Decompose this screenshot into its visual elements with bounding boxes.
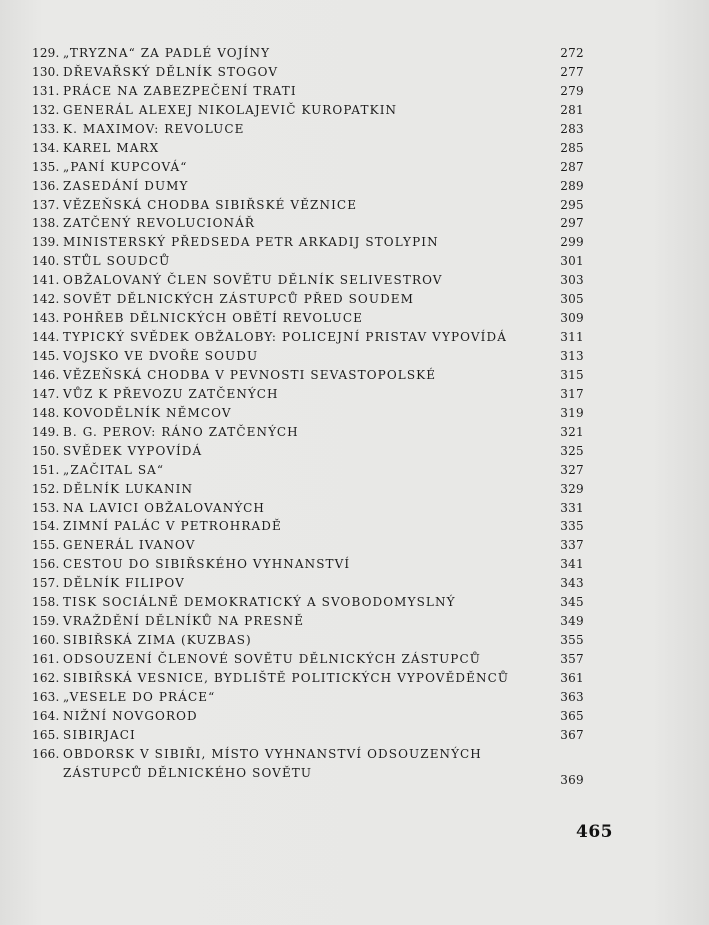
entry-page: 345	[560, 595, 584, 610]
entry-page: 365	[560, 708, 584, 723]
entry-page: 319	[560, 405, 584, 420]
entry-title: SIBIŘSKÁ ZIMA (KUZBAS)	[63, 633, 252, 648]
entry-number: 134.	[32, 140, 60, 155]
toc-entry	[32, 650, 592, 669]
entry-number: 135.	[32, 159, 60, 174]
entry-title: „VESELE DO PRÁCE“	[63, 689, 216, 704]
entry-page: 357	[560, 652, 584, 666]
entry-title: VĚZEŇSKÁ CHODBA SIBIŘSKÉ VĚZNICE	[63, 197, 358, 212]
entry-page: 311	[560, 330, 584, 345]
entry-page: 369	[560, 772, 584, 787]
entry-page: 363	[560, 689, 584, 704]
toc-entry	[32, 517, 592, 536]
toc-entry	[32, 499, 592, 518]
entry-number: 146.	[32, 367, 60, 382]
entry-page: 309	[560, 311, 584, 326]
entry-number: 141.	[32, 273, 60, 288]
toc-entry	[32, 214, 592, 233]
toc-entry	[32, 745, 592, 785]
toc-entry	[32, 536, 592, 555]
entry-title: TISK SOCIÁLNĚ DEMOKRATICKÝ A SVOBODOMYSLNÝ	[63, 595, 456, 610]
entry-page: 305	[560, 292, 584, 307]
entry-page: 337	[560, 538, 584, 553]
entry-number: 148.	[32, 405, 60, 420]
entry-title: NIŽNÍ NOVGOROD	[63, 708, 198, 723]
toc-entry	[32, 555, 592, 574]
entry-number: 145.	[32, 349, 60, 363]
entry-title: VĚZEŇSKÁ CHODBA V PEVNOSTI SEVASTOPOLSKÉ	[63, 367, 437, 382]
entry-page: 283	[560, 121, 584, 136]
toc-entry	[32, 480, 592, 499]
entry-number: 147.	[32, 386, 60, 401]
entry-title: VŮZ K PŘEVOZU ZATČENÝCH	[63, 386, 279, 401]
entry-page: 335	[560, 519, 584, 534]
toc-entry	[32, 196, 592, 215]
entry-number: 149.	[32, 424, 60, 439]
entry-number: 144.	[32, 330, 60, 345]
toc-entry	[32, 309, 592, 328]
entry-page: 295	[560, 197, 584, 212]
entry-title: CESTOU DO SIBIŘSKÉHO VYHNANSTVÍ	[63, 557, 351, 572]
entry-number: 156.	[32, 557, 60, 572]
toc-entry	[32, 120, 592, 139]
entry-title: SVĚDEK VYPOVÍDÁ	[63, 443, 203, 458]
toc-entry	[32, 612, 592, 631]
toc-entry	[32, 707, 592, 726]
toc-entry	[32, 366, 592, 385]
entry-title: KOVODĚLNÍK NĚMCOV	[63, 405, 232, 420]
entry-number: 131.	[32, 83, 60, 98]
entry-title: DĚLNÍK LUKANIN	[63, 481, 194, 496]
entry-number: 159.	[32, 614, 60, 629]
entry-title: „PANÍ KUPCOVÁ“	[63, 159, 188, 174]
entry-title: MINISTERSKÝ PŘEDSEDA PETR ARKADIJ STOLYPIN	[63, 235, 439, 250]
entry-title: DŘEVAŘSKÝ DĚLNÍK STOGOV	[63, 64, 279, 79]
table-of-contents	[32, 44, 592, 785]
entry-number: 138.	[32, 216, 60, 231]
toc-entry	[32, 404, 592, 423]
toc-entry	[32, 101, 592, 120]
entry-page: 329	[560, 481, 584, 496]
toc-entry	[32, 593, 592, 612]
entry-page: 277	[560, 64, 584, 79]
entry-page: 349	[560, 614, 584, 629]
entry-title: ODSOUZENÍ ČLENOVÉ SOVĚTU DĚLNICKÝCH ZÁSTUPCŮ	[63, 652, 481, 666]
toc-entry	[32, 158, 592, 177]
entry-title: KAREL MARX	[63, 140, 160, 155]
page-number: 465	[576, 822, 613, 842]
toc-entry	[32, 82, 592, 101]
entry-title: SOVĚT DĚLNICKÝCH ZÁSTUPCŮ PŘED SOUDEM	[63, 292, 415, 307]
entry-title: VRAŽDĚNÍ DĚLNÍKŮ NA PRESNĚ	[63, 614, 305, 629]
entry-number: 139.	[32, 235, 60, 250]
entry-title: POHŘEB DĚLNICKÝCH OBĚTÍ REVOLUCE	[63, 311, 364, 326]
toc-entry	[32, 139, 592, 158]
entry-title: DĚLNÍK FILIPOV	[63, 576, 185, 591]
toc-entry	[32, 669, 592, 688]
toc-entry	[32, 252, 592, 271]
entry-title: GENERÁL ALEXEJ NIKOLAJEVIČ KUROPATKIN	[63, 102, 398, 117]
entry-title: GENERÁL IVANOV	[63, 538, 196, 553]
toc-entry	[32, 423, 592, 442]
entry-page: 331	[560, 500, 584, 515]
entry-page: 325	[560, 443, 584, 458]
entry-number: 154.	[32, 519, 60, 534]
toc-entry	[32, 574, 592, 593]
entry-number: 132.	[32, 102, 60, 117]
entry-title: „ZAČITAL SA“	[63, 462, 165, 477]
entry-number: 164.	[32, 708, 60, 723]
entry-page: 367	[560, 727, 584, 742]
entry-title: B. G. PEROV: RÁNO ZATČENÝCH	[63, 424, 299, 439]
entry-number: 166.	[32, 746, 60, 761]
toc-entry	[32, 233, 592, 252]
entry-page: 321	[560, 424, 584, 439]
entry-number: 129.	[32, 46, 60, 60]
entry-number: 137.	[32, 197, 60, 212]
entry-page: 343	[560, 576, 584, 591]
entry-title: K. MAXIMOV: REVOLUCE	[63, 121, 245, 136]
toc-entry	[32, 177, 592, 196]
toc-entry	[32, 63, 592, 82]
entry-title: STŮL SOUDCŮ	[63, 254, 171, 269]
entry-title: VOJSKO VE DVOŘE SOUDU	[63, 349, 259, 363]
entry-title: PRÁCE NA ZABEZPEČENÍ TRATI	[63, 83, 297, 98]
entry-page: 287	[560, 159, 584, 174]
entry-number: 130.	[32, 64, 60, 79]
entry-number: 140.	[32, 254, 60, 269]
entry-page: 299	[560, 235, 584, 250]
entry-page: 315	[560, 367, 584, 382]
entry-page: 285	[560, 140, 584, 155]
toc-entry	[32, 726, 592, 745]
toc-entry	[32, 461, 592, 480]
entry-page: 341	[560, 557, 584, 572]
entry-number: 143.	[32, 311, 60, 326]
toc-entry	[32, 44, 592, 63]
entry-title: SIBIRJACI	[63, 727, 136, 742]
toc-entry	[32, 442, 592, 461]
entry-page: 317	[560, 386, 584, 401]
entry-title: NA LAVICI OBŽALOVANÝCH	[63, 500, 265, 515]
entry-title: ZIMNÍ PALÁC V PETROHRADĚ	[63, 519, 282, 534]
entry-number: 158.	[32, 595, 60, 610]
entry-page: 303	[560, 273, 584, 288]
entry-number: 161.	[32, 652, 60, 666]
entry-page: 289	[560, 178, 584, 193]
toc-entry	[32, 688, 592, 707]
entry-page: 297	[560, 216, 584, 231]
entry-title: „TRYZNA“ ZA PADLÉ VOJÍNY	[63, 46, 271, 60]
entry-page: 313	[560, 349, 584, 363]
entry-number: 133.	[32, 121, 60, 136]
toc-entry	[32, 631, 592, 650]
entry-number: 162.	[32, 670, 60, 685]
entry-title: ZATČENÝ REVOLUCIONÁŘ	[63, 216, 256, 231]
entry-title: OBDORSK V SIBIŘI, MÍSTO VYHNANSTVÍ ODSOUZENÝCH ZÁSTUPCŮ DĚLNICKÉHO SOVĚTU	[63, 746, 482, 780]
entry-number: 152.	[32, 481, 60, 496]
entry-number: 151.	[32, 462, 60, 477]
entry-number: 160.	[32, 633, 60, 648]
entry-page: 279	[560, 83, 584, 98]
entry-page: 281	[560, 102, 584, 117]
entry-number: 155.	[32, 538, 60, 553]
entry-title: OBŽALOVANÝ ČLEN SOVĚTU DĚLNÍK SELIVESTROV	[63, 273, 443, 288]
entry-number: 136.	[32, 178, 60, 193]
entry-page: 355	[560, 633, 584, 648]
entry-page: 327	[560, 462, 584, 477]
entry-page: 301	[560, 254, 584, 269]
toc-entry	[32, 347, 592, 366]
toc-entry	[32, 290, 592, 309]
entry-title: SIBIŘSKÁ VESNICE, BYDLIŠTĚ POLITICKÝCH VYPOVĚDĚNCŮ	[63, 670, 510, 685]
entry-page: 272	[560, 46, 584, 60]
entry-number: 153.	[32, 500, 60, 515]
entry-title: ZASEDÁNÍ DUMY	[63, 178, 189, 193]
entry-page: 361	[560, 670, 584, 685]
entry-number: 165.	[32, 727, 60, 742]
entry-title: TYPICKÝ SVĚDEK OBŽALOBY: POLICEJNÍ PRISTAV VYPOVÍDÁ	[63, 330, 507, 345]
entry-number: 157.	[32, 576, 60, 591]
entry-number: 163.	[32, 689, 60, 704]
toc-entry	[32, 271, 592, 290]
entry-number: 142.	[32, 292, 60, 307]
entry-number: 150.	[32, 443, 60, 458]
toc-entry	[32, 385, 592, 404]
toc-entry	[32, 328, 592, 347]
